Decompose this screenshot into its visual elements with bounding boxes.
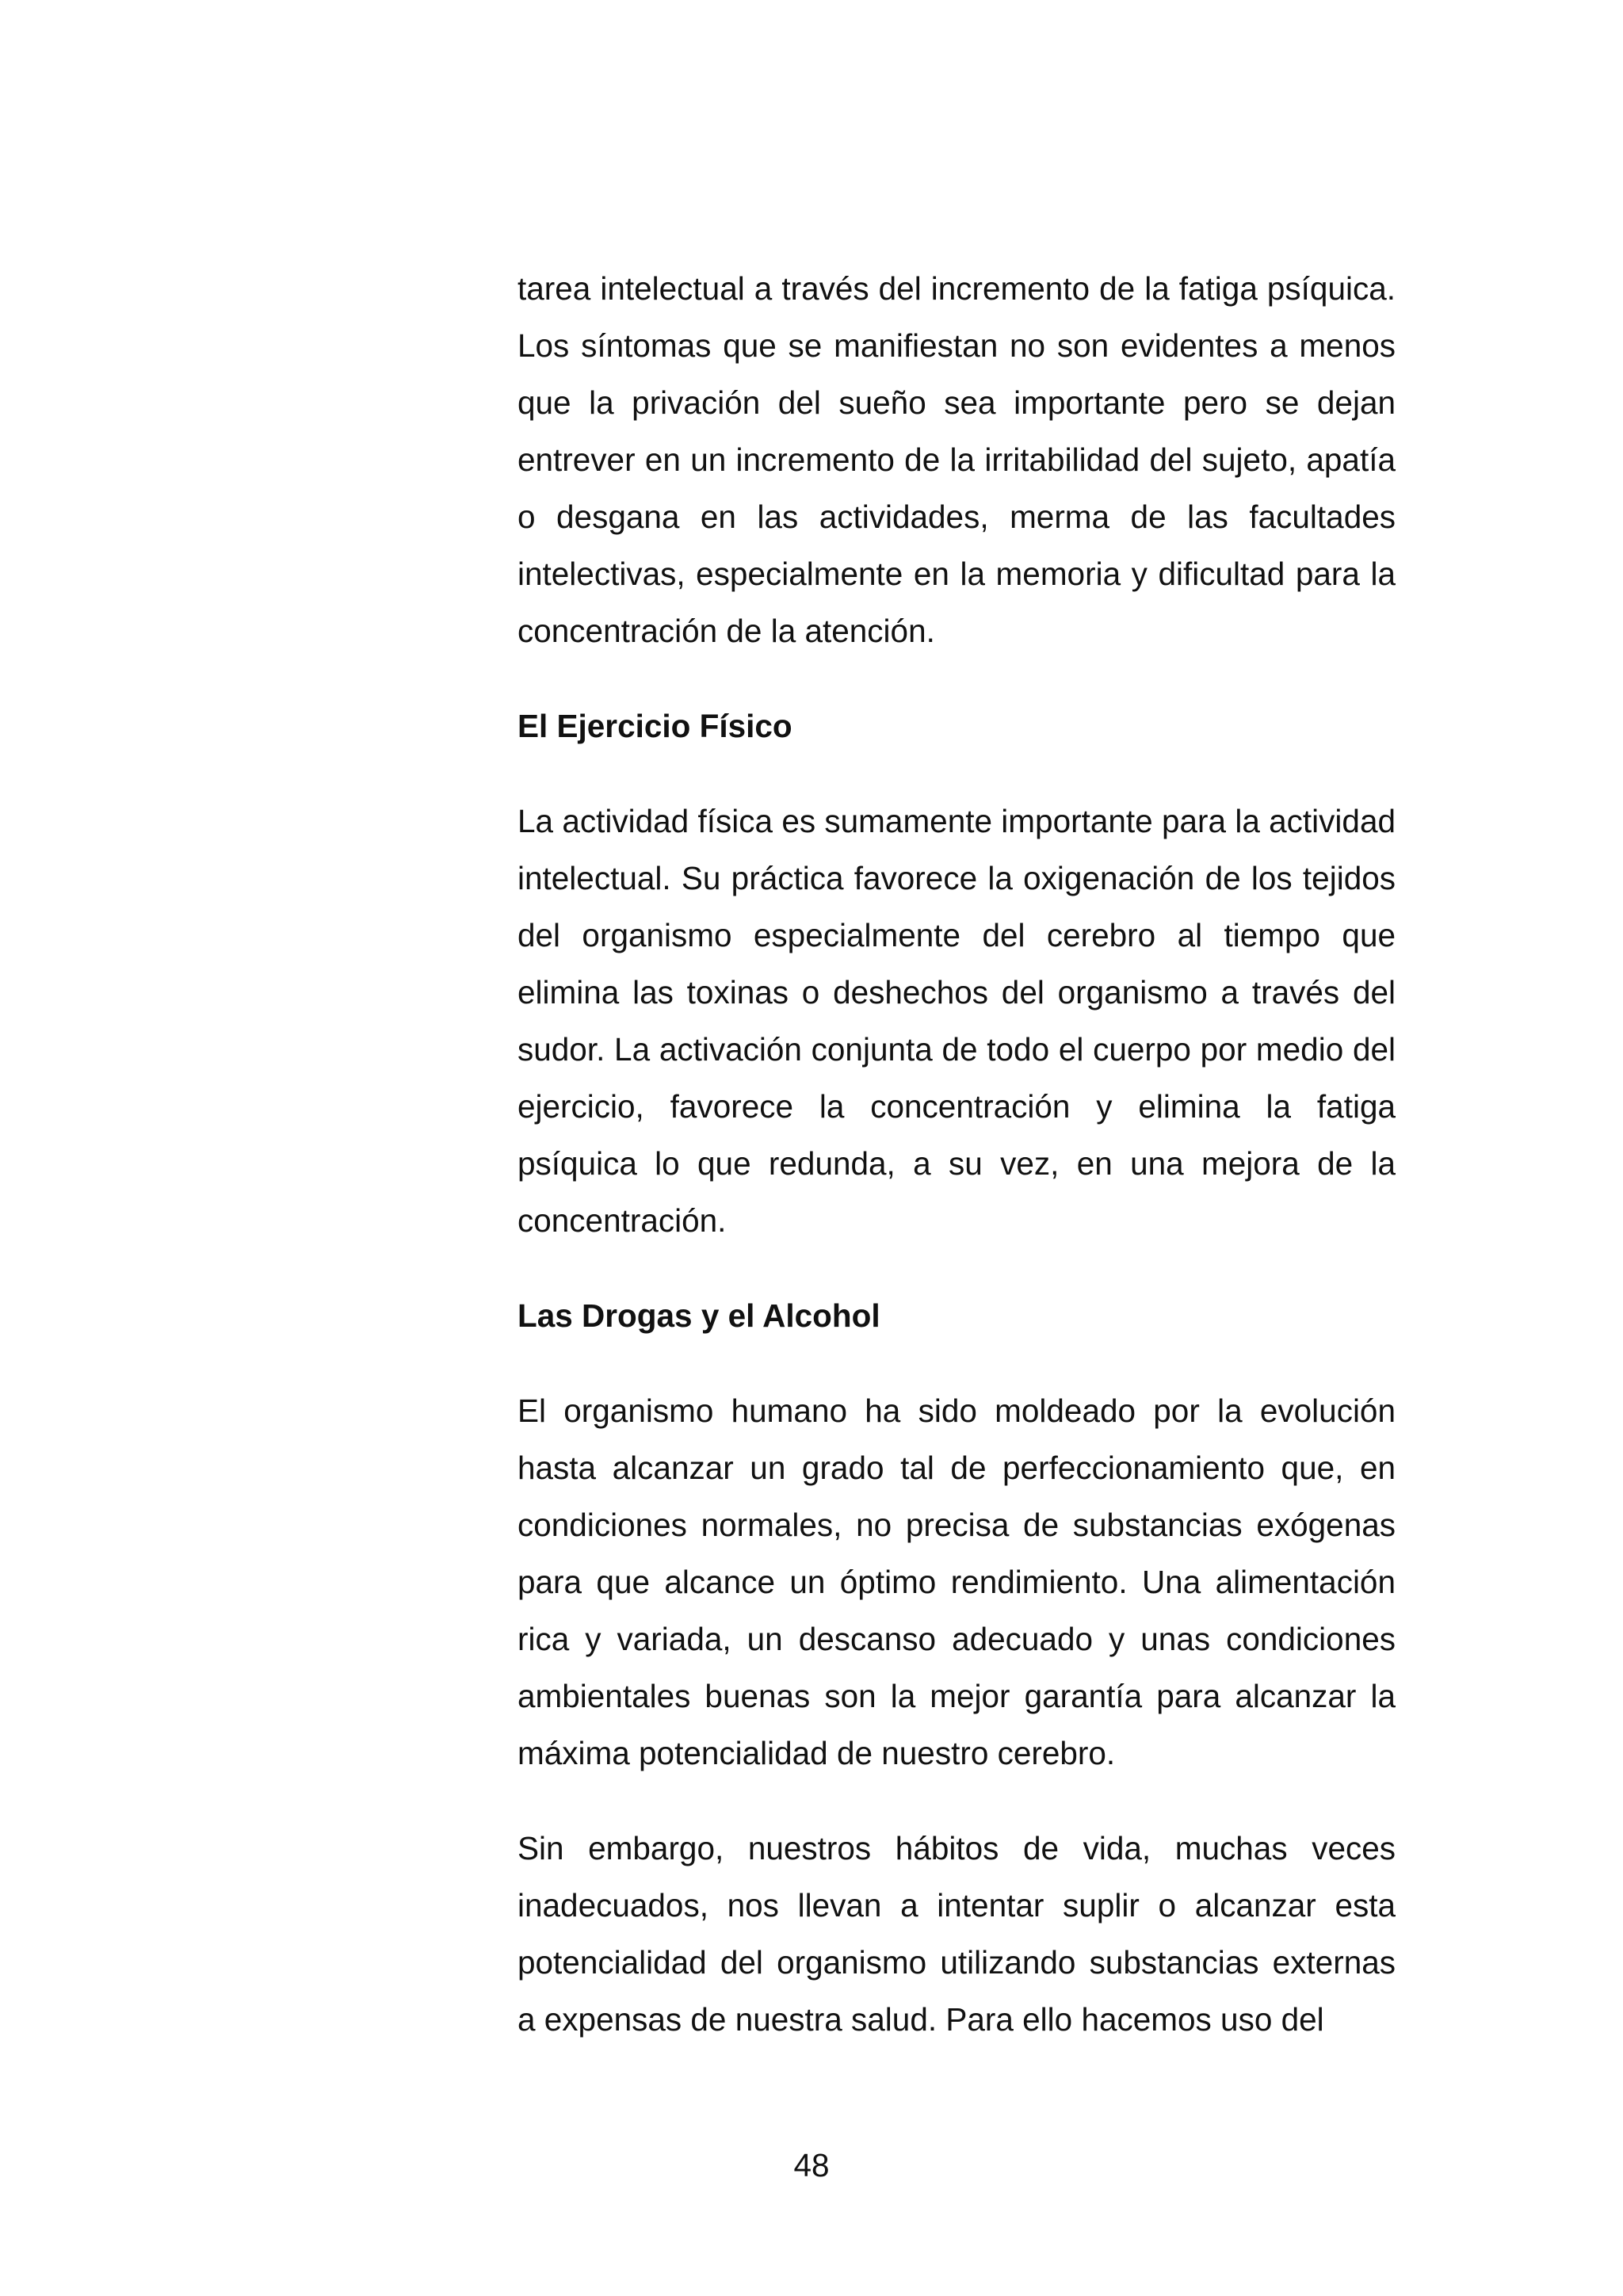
- page-body: [517, 260, 1396, 2048]
- paragraph-spacer: [517, 1249, 1396, 1287]
- paragraph-actividad-fisica: La actividad física es sumamente importante para la actividad intelectual. Su práctica favorece la oxigenación de los tejidos del organismo especialmente del cerebro al tiempo que elimina las toxinas o deshechos del organismo a través del sudor. La activación conjunta de todo el cuerpo por medio del ejercicio, favorece la concentración y elimina la fatiga psíquica lo que redunda, a su vez, en una mejora de la concentración.: [517, 803, 1396, 1239]
- paragraph-spacer: [517, 659, 1396, 697]
- heading-drogas-alcohol: Las Drogas y el Alcohol: [517, 1297, 880, 1334]
- paragraph-spacer: [517, 755, 1396, 793]
- page-number: 48: [793, 2147, 830, 2183]
- paragraph-spacer: [517, 1344, 1396, 1382]
- paragraph-spacer: [517, 1782, 1396, 1820]
- paragraph-organismo-humano: El organismo humano ha sido moldeado por la evolución hasta alcanzar un grado tal de perfeccionamiento que, en condiciones normales, no precisa de substancias exógenas para que alcance un óptimo rendimiento. Una alimentación rica y variada, un descanso adecuado y unas condiciones ambientales buenas son la mejor garantía para alcanzar la máxima potencialidad de nuestro cerebro.: [517, 1392, 1396, 1771]
- heading-ejercicio-fisico: El Ejercicio Físico: [517, 708, 792, 744]
- paragraph-fatiga: tarea intelectual a través del incremento de la fatiga psíquica. Los síntomas que se manifiestan no son evidentes a menos que la privación del sueño sea importante pero se dejan entrever en un incremento de la irritabilidad del sujeto, apatía o desgana en las actividades, merma de las facultades intelectivas, especialmente en la memoria y dificultad para la concentración de la atención.: [517, 270, 1396, 649]
- paragraph-habitos-de-vida: Sin embargo, nuestros hábitos de vida, muchas veces inadecuados, nos llevan a intentar suplir o alcanzar esta potencialidad del organismo utilizando substancias externas a expensas de nuestra salud. Para ello hacemos uso del: [517, 1830, 1396, 2038]
